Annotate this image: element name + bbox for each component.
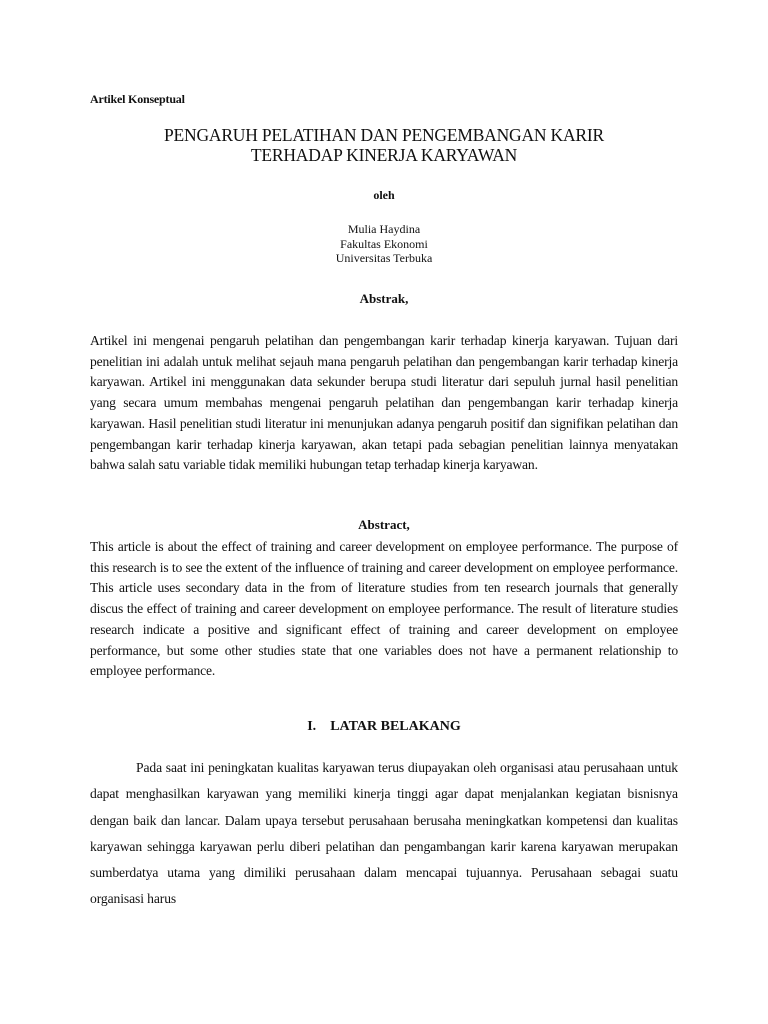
byline: oleh bbox=[373, 188, 395, 202]
document-type-label: Artikel Konseptual bbox=[90, 92, 185, 106]
paper-title bbox=[90, 125, 678, 165]
author-faculty: Fakultas Ekonomi bbox=[340, 236, 428, 251]
abstract-id-heading: Abstrak, bbox=[359, 291, 409, 306]
abstract-en-text: This article is about the effect of training and career development on employee performance. The purpose of this research is to see the extent of the influence of training and career development on employee performance. This article uses secondary data in the from of literature studies from ten research journals that generally discus the effect of training and career development on employee performance. The result of literature studies research indicate a positive and significant effect of training and career development on employee performance, but some other studies state that one variables does not have a permanent relationship to employee performance. bbox=[90, 539, 678, 679]
paper-title-line-2: TERHADAP KINERJA KARYAWAN bbox=[250, 145, 518, 165]
author-name: Mulia Haydina bbox=[347, 222, 421, 236]
author-block bbox=[90, 222, 678, 266]
section-heading bbox=[90, 719, 678, 735]
section-title: LATAR BELAKANG bbox=[330, 719, 461, 734]
section-number: I. bbox=[307, 719, 317, 734]
abstract-en-heading: Abstract, bbox=[358, 517, 410, 532]
paper-title-line-1: PENGARUH PELATIHAN DAN PENGEMBANGAN KARIR bbox=[164, 125, 604, 145]
section-paragraph: Pada saat ini peningkatan kualitas karyawan terus diupayakan oleh organisasi atau perusahaan untuk dapat menghasilkan karyawan yang memiliki kinerja tinggi agar dapat menjalankan kegiatan bisnisnya dengan baik dan lancar. Dalam upaya tersebut perusahaan berusaha meningkatkan kompetensi dan kualitas karyawan sehingga karyawan perlu diberi pelatihan dan pengambangan karir karena karyawan merupakan sumberdatya utama yang dimiliki perusahaan dalam mencapai tujuannya. Perusahaan sebagai suatu organisasi harus bbox=[90, 760, 678, 907]
abstract-id-text: Artikel ini mengenai pengaruh pelatihan dan pengembangan karir terhadap kinerja karyawan. Tujuan dari penelitian ini adalah untuk melihat sejauh mana pengaruh pelatihan dan pengembangan karir terhadap kinerja karyawan. Artikel ini menggunakan data sekunder berupa studi literatur dari sepuluh jurnal hasil penelitian yang secara umum membahas mengenai pengaruh pelatihan dan pengembangan karir terhadap kinerja karyawan. Hasil penelitian studi literatur ini menunjukan adanya pengaruh positif dan signifikan pelatihan dan pengembangan karir terhadap kinerja karyawan, akan tetapi pada sebagian penelitian lainnya menyatakan bahwa salah satu variable tidak memiliki hubungan tetap terhadap kinerja karyawan. bbox=[90, 333, 678, 473]
author-university: Universitas Terbuka bbox=[335, 251, 433, 265]
